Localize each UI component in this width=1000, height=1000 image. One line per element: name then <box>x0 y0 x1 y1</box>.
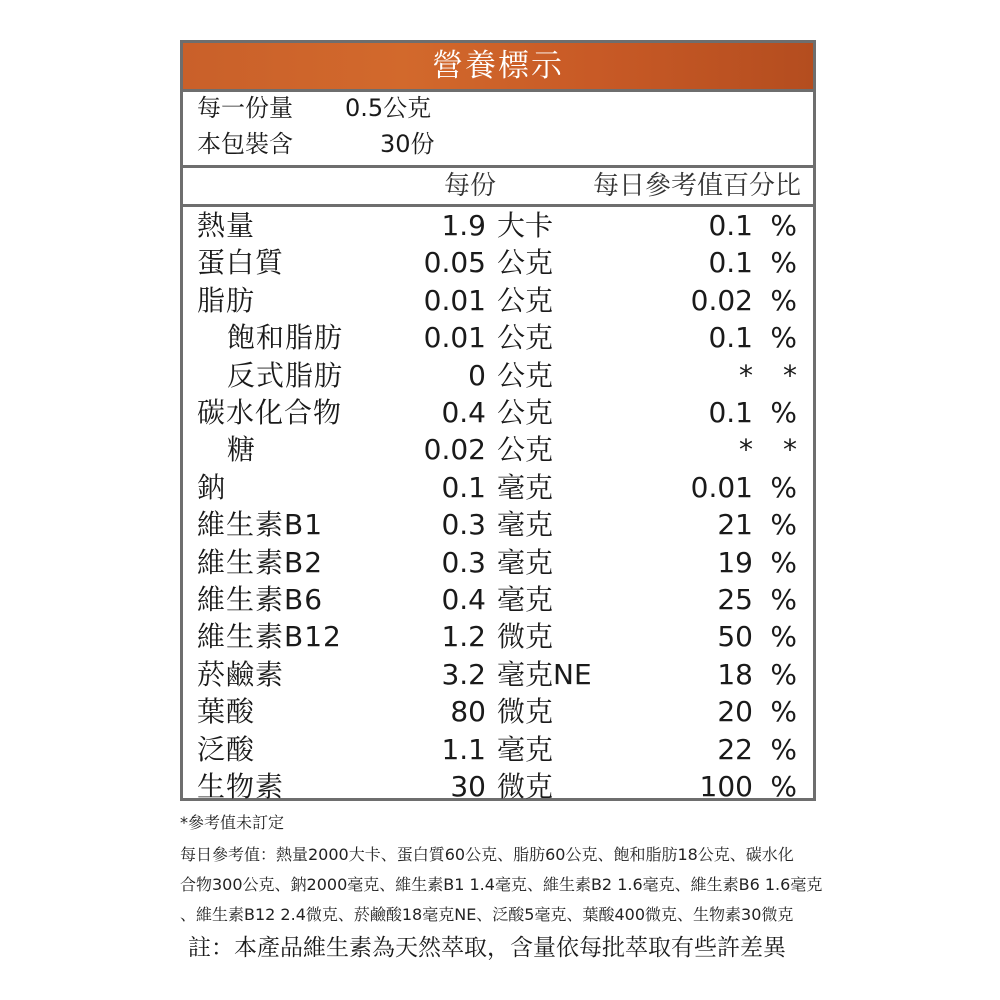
nutrient-unit: 公克 <box>497 283 554 317</box>
nutrient-amount: 30 <box>450 770 486 803</box>
serving-divider <box>183 165 813 168</box>
nutrient-daily-value: 0.1 <box>708 321 753 355</box>
nutrient-row <box>183 469 813 506</box>
nutrient-percent-sign: % <box>770 770 797 803</box>
nutrient-percent-sign: % <box>770 470 797 504</box>
nutrient-name: 碳水化合物 <box>197 396 343 429</box>
nutrient-amount: 1.2 <box>441 620 486 654</box>
nutrient-unit: 公克 <box>497 433 554 467</box>
title-divider <box>183 89 813 92</box>
nutrient-row <box>183 394 813 431</box>
nutrient-name: 維生素B2 <box>197 545 324 579</box>
nutrient-name: 反式脂肪 <box>227 358 344 392</box>
nutrient-row <box>183 207 813 244</box>
nutrient-daily-value: 0.01 <box>690 470 753 504</box>
nutrient-row <box>183 244 813 281</box>
servings-per-package-value: 30份 <box>380 130 435 158</box>
serving-size-label: 每一份量 <box>197 94 293 122</box>
nutrition-label <box>180 40 816 801</box>
nutrient-percent-sign: % <box>770 396 797 429</box>
nutrient-amount: 0.4 <box>441 396 486 429</box>
nutrient-percent-sign: % <box>770 620 797 654</box>
nutrient-daily-value: * <box>739 358 753 392</box>
label-title: 營養標示 <box>183 43 813 89</box>
nutrient-row <box>183 431 813 468</box>
nutrient-name: 維生素B6 <box>197 583 324 616</box>
nutrient-amount: 0 <box>468 358 486 392</box>
nutrient-daily-value: 21 <box>717 508 753 542</box>
nutrient-daily-value: 0.1 <box>708 396 753 429</box>
nutrient-unit: 毫克 <box>497 470 554 504</box>
nutrient-unit: 大卡 <box>497 209 554 242</box>
nutrient-unit: 毫克NE <box>497 657 592 691</box>
nutrient-name: 維生素B1 <box>197 508 324 542</box>
footnote-reference-line-2: 合物300公克、鈉2000毫克、維生素B1 1.4毫克、維生素B2 1.6毫克、維生素B6 1.6毫克 <box>180 875 823 894</box>
nutrient-row <box>183 581 813 618</box>
nutrient-unit: 公克 <box>497 358 554 392</box>
nutrient-amount: 0.1 <box>441 470 486 504</box>
nutrient-row <box>183 282 813 319</box>
nutrient-percent-sign: % <box>770 695 797 729</box>
nutrient-amount: 1.1 <box>441 732 486 766</box>
nutrient-daily-value: * <box>739 433 753 467</box>
nutrient-percent-sign: % <box>770 545 797 579</box>
nutrient-name: 葉酸 <box>197 695 256 729</box>
nutrient-daily-value: 22 <box>717 732 753 766</box>
nutrient-percent-sign: % <box>770 732 797 766</box>
servings-per-package-label: 本包裝含 <box>197 130 293 158</box>
nutrient-name: 維生素B12 <box>197 620 342 654</box>
daily-value-header: 每日參考值百分比 <box>592 171 801 201</box>
nutrient-row <box>183 693 813 730</box>
nutrient-daily-value: 25 <box>717 583 753 616</box>
nutrient-amount: 0.3 <box>441 508 486 542</box>
nutrient-daily-value: 100 <box>699 770 753 803</box>
nutrient-unit: 公克 <box>497 321 554 355</box>
footnote-reference-line-3: 、維生素B12 2.4微克、菸鹼酸18毫克NE、泛酸5毫克、葉酸400微克、生物素30微克 <box>180 905 794 924</box>
nutrient-amount: 0.01 <box>423 321 486 355</box>
nutrient-row <box>183 731 813 768</box>
nutrient-amount: 80 <box>450 695 486 729</box>
nutrient-name: 蛋白質 <box>197 246 285 280</box>
footnote-reference-line-1: 每日參考值：熱量2000大卡、蛋白質60公克、脂肪60公克、飽和脂肪18公克、碳水化 <box>180 845 794 864</box>
nutrient-row <box>183 357 813 394</box>
nutrient-amount: 1.9 <box>441 209 486 242</box>
nutrient-name: 熱量 <box>197 209 256 242</box>
nutrient-row <box>183 544 813 581</box>
nutrient-daily-value: 50 <box>717 620 753 654</box>
nutrient-percent-sign: % <box>770 583 797 616</box>
nutrient-row <box>183 768 813 805</box>
nutrient-amount: 3.2 <box>441 657 486 691</box>
nutrient-amount: 0.01 <box>423 283 486 317</box>
nutrient-unit: 公克 <box>497 396 554 429</box>
nutrient-unit: 微克 <box>497 620 554 654</box>
natural-extraction-note: 註：本產品維生素為天然萃取，含量依每批萃取有些許差異 <box>188 935 786 961</box>
nutrient-percent-sign: % <box>770 246 797 280</box>
nutrient-percent-sign: % <box>770 657 797 691</box>
nutrient-row <box>183 319 813 356</box>
nutrient-unit: 微克 <box>497 695 554 729</box>
nutrient-name: 菸鹼素 <box>197 657 285 691</box>
nutrient-amount: 0.02 <box>423 433 486 467</box>
nutrient-name: 飽和脂肪 <box>227 321 344 355</box>
nutrient-amount: 0.3 <box>441 545 486 579</box>
nutrient-percent-sign: % <box>770 283 797 317</box>
nutrient-percent-sign: * <box>783 358 797 392</box>
nutrient-daily-value: 0.1 <box>708 246 753 280</box>
nutrient-amount: 0.05 <box>423 246 486 280</box>
nutrient-row <box>183 656 813 693</box>
nutrient-row <box>183 506 813 543</box>
per-serving-header: 每份 <box>444 171 497 201</box>
nutrient-unit: 毫克 <box>497 545 554 579</box>
nutrient-unit: 毫克 <box>497 508 554 542</box>
nutrient-name: 鈉 <box>197 470 227 504</box>
nutrient-unit: 毫克 <box>497 583 554 616</box>
nutrient-unit: 微克 <box>497 770 554 803</box>
nutrient-name: 糖 <box>227 433 257 467</box>
nutrient-unit: 毫克 <box>497 732 554 766</box>
nutrient-percent-sign: % <box>770 508 797 542</box>
nutrient-unit: 公克 <box>497 246 554 280</box>
nutrient-row <box>183 618 813 655</box>
nutrient-percent-sign: * <box>783 433 797 467</box>
nutrient-daily-value: 19 <box>717 545 753 579</box>
nutrient-daily-value: 20 <box>717 695 753 729</box>
serving-size-value: 0.5公克 <box>345 94 432 122</box>
nutrient-name: 脂肪 <box>197 283 256 317</box>
nutrient-daily-value: 0.1 <box>708 209 753 242</box>
nutrient-percent-sign: % <box>770 209 797 242</box>
nutrient-daily-value: 18 <box>717 657 753 691</box>
footnote-undetermined: *參考值未訂定 <box>180 813 285 832</box>
nutrient-amount: 0.4 <box>441 583 486 616</box>
nutrient-name: 生物素 <box>197 770 285 803</box>
nutrient-percent-sign: % <box>770 321 797 355</box>
nutrient-name: 泛酸 <box>197 732 256 766</box>
nutrient-daily-value: 0.02 <box>690 283 753 317</box>
